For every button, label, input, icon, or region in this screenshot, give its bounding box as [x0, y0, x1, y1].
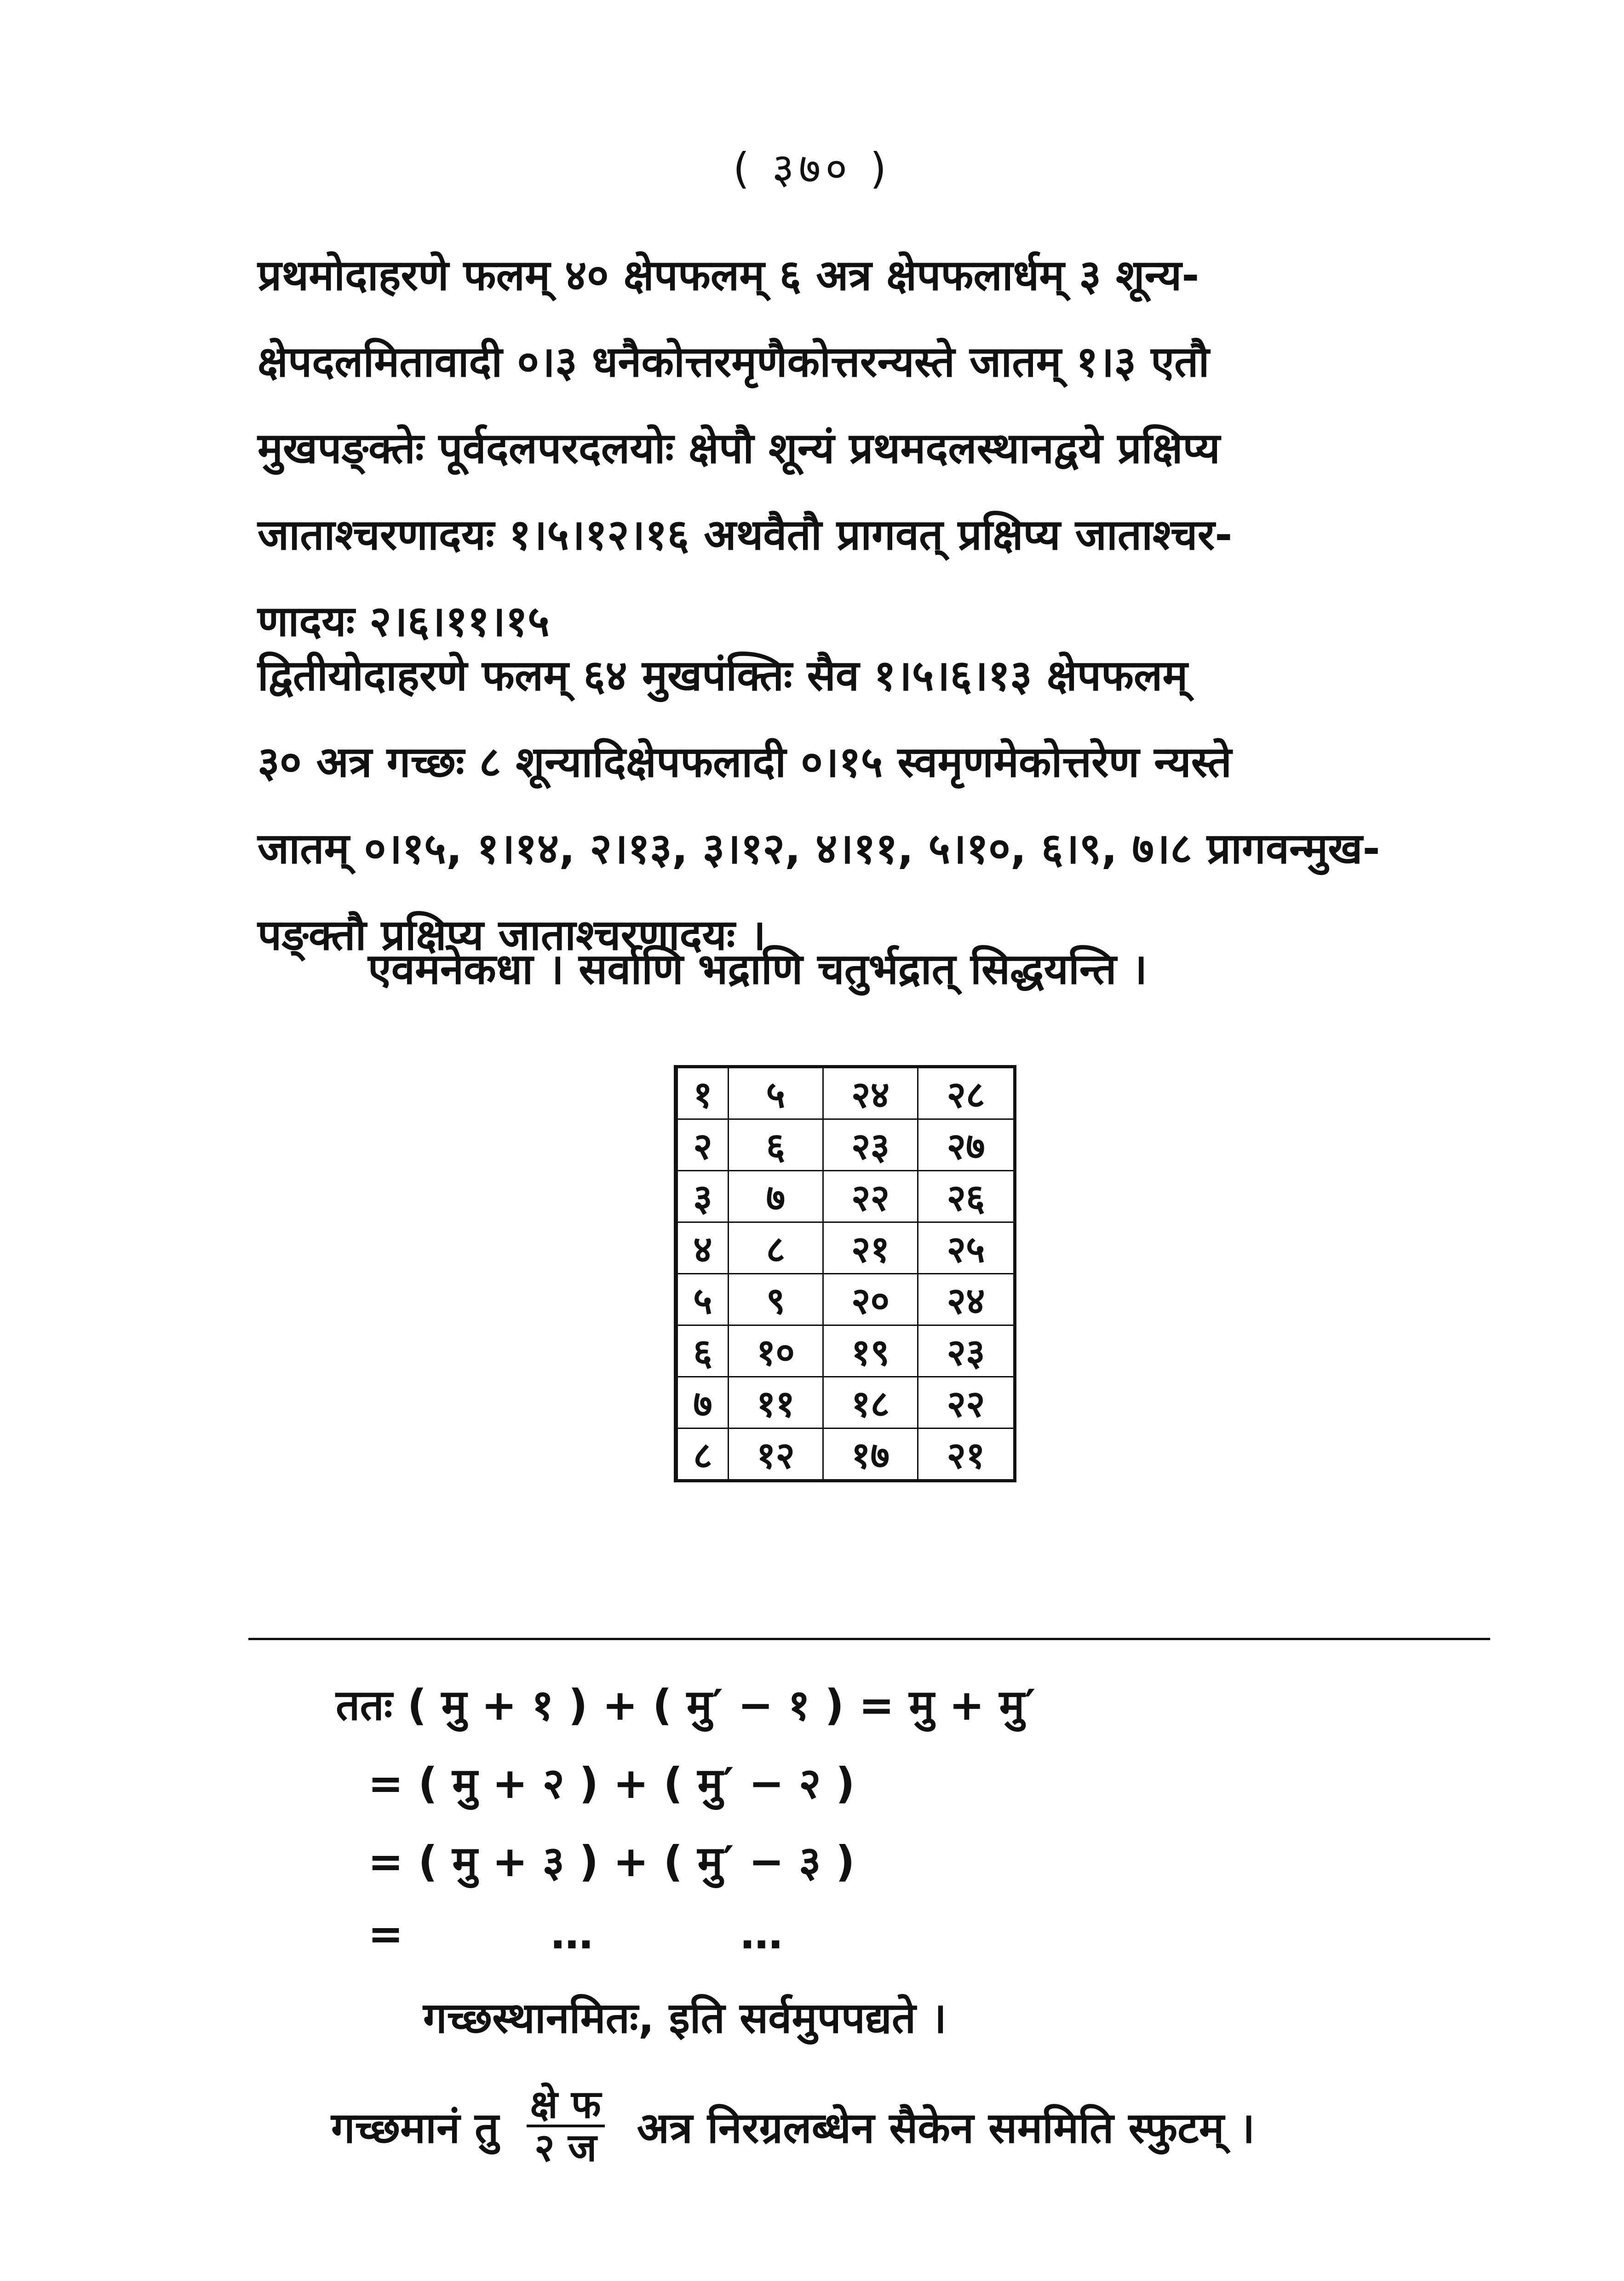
- text-line: जातम् ०।१५, १।१४, २।१३, ३।१२, ४।११, ५।१०, ६।९, ७।८ प्रागवन्मुख-: [258, 824, 1380, 873]
- equation-line: = ( मु + ३ ) + ( मु′ − ३ ): [368, 1837, 855, 1886]
- final-formula-line: [331, 2082, 1255, 2171]
- number-grid: [674, 1065, 1016, 1482]
- fraction-numerator: क्षे फ: [527, 2084, 605, 2127]
- paragraph-first-example: [258, 232, 1472, 665]
- table-cell: १७: [823, 1429, 918, 1481]
- table-cell: २१: [918, 1429, 1015, 1481]
- table-row: [676, 1067, 1015, 1119]
- table-cell: २२: [918, 1377, 1015, 1429]
- table-row: [676, 1171, 1015, 1222]
- text-line: ३० अत्र गच्छः ८ शून्यादिक्षेपफलादी ०।१५ स्वमृणमेकोत्तरेण न्यस्ते: [258, 737, 1232, 787]
- table-cell: २७: [918, 1119, 1015, 1171]
- equation-line: ततः ( मु + १ ) + ( मु′ − १ ) = मु + मु′: [336, 1681, 1036, 1730]
- equation-line: = ( मु + २ ) + ( मु′ − २ ): [368, 1759, 855, 1808]
- equation-ellipsis-line: = … …: [368, 1909, 783, 1958]
- table-row: [676, 1119, 1015, 1171]
- table-cell: १९: [823, 1325, 918, 1377]
- magic-square-table: [674, 1065, 1016, 1482]
- text-line: क्षेपदलमितावादी ०।३ धनैकोत्तरमृणैकोत्तरन्यस्ते जातम् १।३ एतौ: [258, 337, 1210, 386]
- table-cell: २३: [918, 1325, 1015, 1377]
- text-line: प्रथमोदाहरणे फलम् ४० क्षेपफलम् ६ अत्र क्षेपफलार्धम् ३ शून्य-: [258, 251, 1199, 300]
- table-cell: २०: [823, 1274, 918, 1325]
- table-cell: २२: [823, 1171, 918, 1222]
- table-row: [676, 1325, 1015, 1377]
- table-cell: ३: [676, 1171, 729, 1222]
- table-cell: १०: [728, 1325, 823, 1377]
- table-cell: २४: [823, 1067, 918, 1119]
- text-line: जाताश्चरणादयः १।५।१२।१६ अथवैतौ प्रागवत् प्रक्षिप्य जाताश्चर-: [258, 510, 1233, 559]
- table-cell: ६: [728, 1119, 823, 1171]
- table-cell: ११: [728, 1377, 823, 1429]
- fraction: [527, 2082, 605, 2171]
- table-cell: १२: [728, 1429, 823, 1481]
- horizontal-divider: [248, 1638, 1490, 1640]
- page-number: ( ३७० ): [733, 144, 891, 193]
- table-cell: २३: [823, 1119, 918, 1171]
- paragraph-second-example: [258, 633, 1472, 979]
- table-cell: १८: [823, 1377, 918, 1429]
- fraction-denominator: २ ज: [534, 2125, 597, 2171]
- table-cell: ९: [728, 1274, 823, 1325]
- table-cell: ४: [676, 1222, 729, 1274]
- final-prefix: गच्छमानं तु: [331, 2103, 499, 2153]
- table-cell: २८: [918, 1067, 1015, 1119]
- text-line: णादयः २।६।११।१५: [258, 597, 550, 646]
- table-cell: ५: [676, 1274, 729, 1325]
- table-cell: ५: [728, 1067, 823, 1119]
- table-row: [676, 1429, 1015, 1481]
- table-row: [676, 1222, 1015, 1274]
- conclusion-line: गच्छस्थानमितः, इति सर्वमुपपद्यते ।: [423, 1993, 947, 2043]
- table-cell: ८: [676, 1429, 729, 1481]
- table-row: [676, 1377, 1015, 1429]
- table-cell: १: [676, 1067, 729, 1119]
- closing-line: एवमनेकधा । सर्वाणि भद्राणि चतुर्भद्रात् सिद्धयन्ति ।: [368, 945, 1148, 994]
- table-cell: २५: [918, 1222, 1015, 1274]
- text-line: पङ्क्तौ प्रक्षिप्य जाताश्चरणादयः ।: [258, 910, 766, 960]
- table-cell: ८: [728, 1222, 823, 1274]
- table-cell: २: [676, 1119, 729, 1171]
- table-cell: ६: [676, 1325, 729, 1377]
- table-cell: ७: [728, 1171, 823, 1222]
- table-row: [676, 1274, 1015, 1325]
- text-line: द्वितीयोदाहरणे फलम् ६४ मुखपंक्तिः सैव १।५।६।१३ क्षेपफलम्: [258, 651, 1188, 700]
- final-suffix: अत्र निरग्रलब्धेन सैकेन सममिति स्फुटम् ।: [637, 2103, 1255, 2153]
- table-cell: २४: [918, 1274, 1015, 1325]
- table-cell: २१: [823, 1222, 918, 1274]
- table-cell: २६: [918, 1171, 1015, 1222]
- text-line: मुखपङ्क्तेः पूर्वदलपरदलयोः क्षेपौ शून्यं प्रथमदलस्थानद्वये प्रक्षिप्य: [258, 424, 1220, 473]
- table-cell: ७: [676, 1377, 729, 1429]
